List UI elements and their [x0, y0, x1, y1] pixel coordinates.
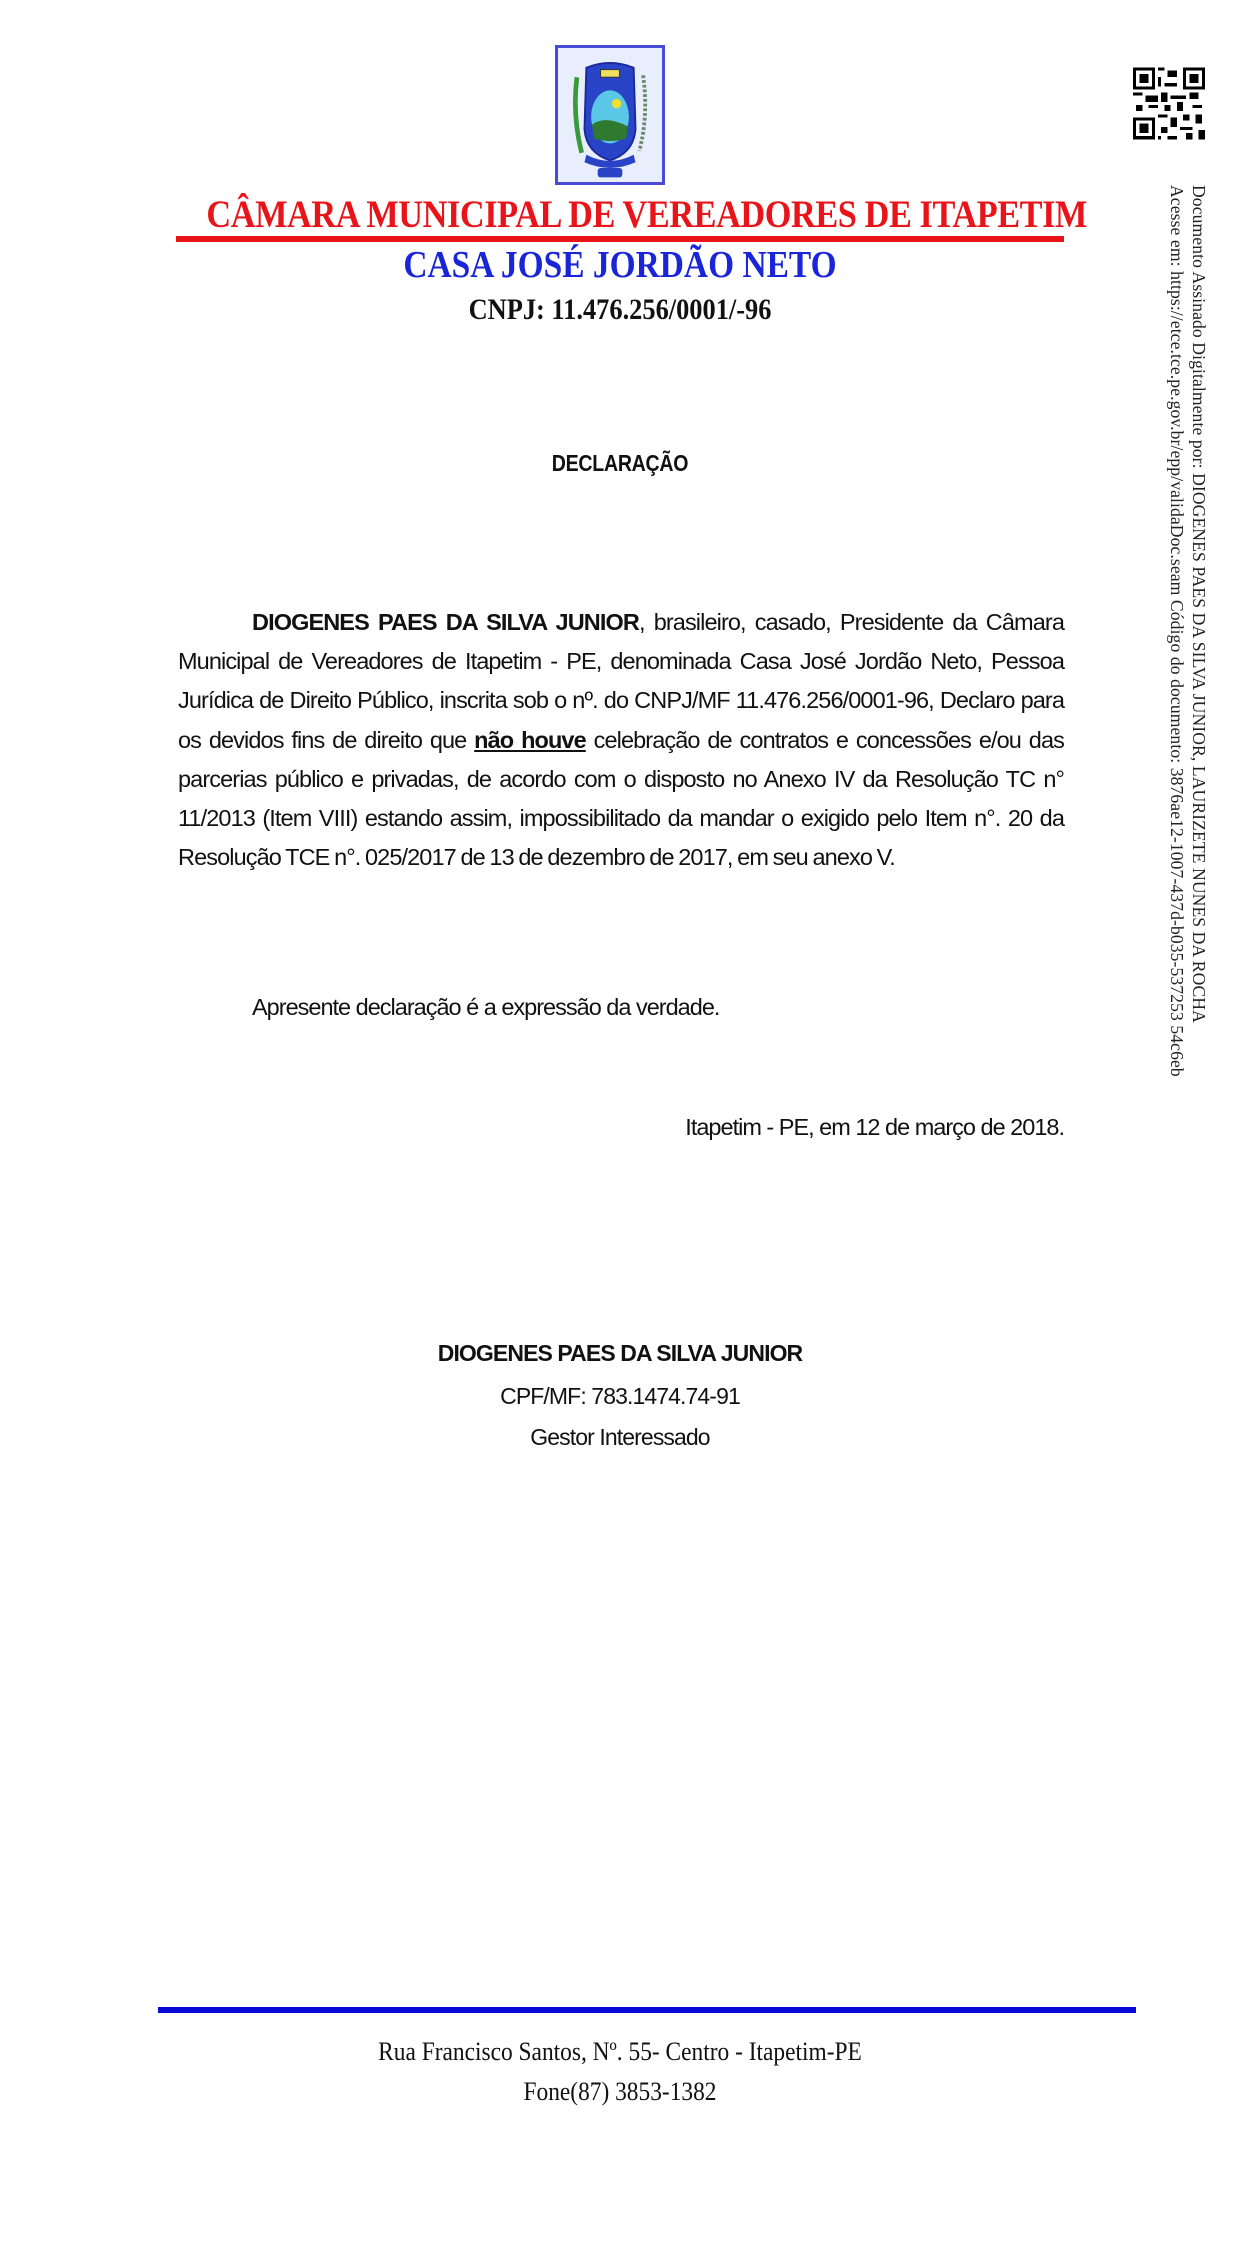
paragraph-text-2: celebração de contratos e concessões e/ou das parcerias público e privadas, de acordo com o disposto no Anexo IV da Resolução TC n° 11/2013 (Item VIII) estando assim, impossibilitado da mandar o exigido pelo Item n°. 20 da Resolução TCE n°. 025/2017 de 13 de dezembro de 2017, em seu anexo V.: [178, 726, 1064, 871]
institution-title: CÂMARA MUNICIPAL DE VEREADORES DE ITAPETIM: [206, 193, 1088, 236]
signature-stamp-line-2: Acesse em: https://etce.tce.pe.gov.br/epp/validaDoc.seam Código do documento: 3876ae12-1007-437d-b035-537253 54c6eb: [1167, 185, 1187, 1077]
place-date: Itapetim - PE, em 12 de março de 2018.: [685, 1114, 1064, 1140]
document-heading: DECLARAÇÃO: [551, 450, 689, 476]
institution-subtitle: CASA JOSÉ JORDÃO NETO: [403, 244, 837, 286]
paragraph-text-1: , brasileiro, casado, Presidente da Câmara Municipal de Vereadores de Itapetim - PE, denominada Casa José Jordão Neto, Pessoa Jurídica de Direito Público, inscrita sob o nº. do CNPJ/MF 11.476.256/0001-96, Declaro para os devidos fins de direito que: [178, 609, 1064, 753]
signatory-name: DIOGENES PAES DA SILVA JUNIOR: [437, 1340, 803, 1366]
footer-address: Rua Francisco Santos, Nº. 55- Centro - Itapetim-PE: [378, 2037, 862, 2066]
qr-code-icon[interactable]: [1130, 55, 1208, 155]
footer-divider: [158, 2007, 1136, 2013]
digital-signature-stamp: [1160, 185, 1210, 1255]
signatory-cpf: CPF/MF: 783.1474.74-91: [500, 1383, 740, 1409]
declaration-paragraph: [178, 603, 1064, 877]
emphasis-text: não houve: [474, 726, 586, 753]
cnpj-line: CNPJ: 11.476.256/0001/-96: [468, 293, 772, 326]
declarant-name: DIOGENES PAES DA SILVA JUNIOR: [252, 609, 639, 635]
signature-stamp-line-1: Documento Assinado Digitalmente por: DIOGENES PAES DA SILVA JUNIOR, LAURIZETE NUNES DA ROCHA: [1189, 185, 1209, 1023]
emblem-icon: [558, 48, 662, 182]
coat-of-arms-logo: [555, 45, 665, 185]
signatory-role: Gestor Interessado: [530, 1424, 710, 1450]
truth-statement: Apresente declaração é a expressão da verdade.: [252, 994, 720, 1020]
footer-phone: Fone(87) 3853-1382: [523, 2077, 717, 2106]
